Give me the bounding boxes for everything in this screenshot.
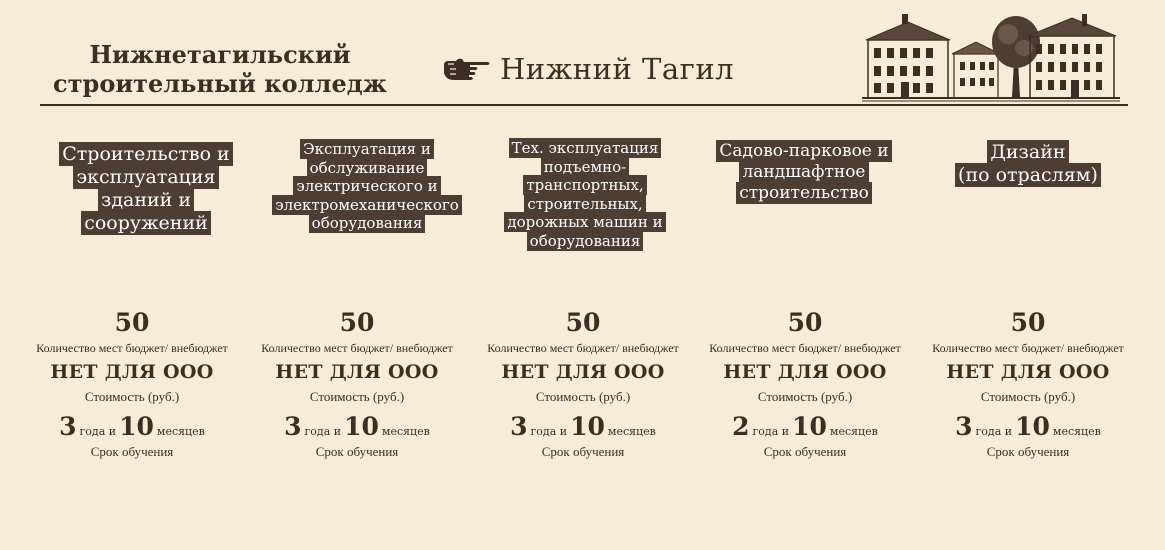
program-stats [478, 308, 688, 459]
program-title-line: обслуживание [307, 158, 428, 178]
program-title-line: зданий и [98, 188, 194, 212]
program-title-line: электрического и [293, 176, 440, 196]
duration-years: 3 [59, 412, 77, 441]
seats-label: Количество мест бюджет/ внебюджет [932, 341, 1124, 355]
cost-value: НЕТ ДЛЯ ООО [275, 361, 439, 383]
duration-months: 10 [1015, 412, 1050, 441]
city-name: Нижний Тагил [500, 52, 735, 86]
college-name-line2: строительный колледж [53, 69, 387, 98]
duration-months-word: месяцев [156, 425, 205, 438]
duration-years-word: года и [304, 425, 342, 438]
cost-label: Стоимость (руб.) [980, 389, 1076, 404]
duration-label: Срок обучения [90, 444, 174, 459]
program-title [476, 139, 694, 250]
seats-count: 50 [1010, 308, 1046, 337]
duration-months: 10 [570, 412, 605, 441]
duration-value [700, 412, 910, 441]
seats-count: 50 [339, 308, 375, 337]
program-title [30, 143, 262, 235]
cost-value: НЕТ ДЛЯ ООО [501, 361, 665, 383]
program-title [260, 140, 474, 233]
duration-label: Срок обучения [541, 444, 625, 459]
seats-label: Количество мест бюджет/ внебюджет [261, 341, 453, 355]
duration-months-word: месяцев [1052, 425, 1101, 438]
program-stats [923, 308, 1133, 459]
duration-months: 10 [119, 412, 154, 441]
duration-value [27, 412, 237, 441]
program-stats [700, 308, 910, 459]
seats-label: Количество мест бюджет/ внебюджет [709, 341, 901, 355]
duration-label: Срок обучения [315, 444, 399, 459]
program-title-line: (по отраслям) [955, 163, 1101, 187]
program-title-line: транспортных, [523, 175, 646, 195]
duration-months: 10 [344, 412, 379, 441]
duration-years-word: года и [79, 425, 117, 438]
cost-label: Стоимость (руб.) [309, 389, 405, 404]
program-title-line: Тех. эксплуатация [509, 138, 662, 158]
program-title-line: дорожных машин и [504, 212, 665, 232]
seats-count: 50 [787, 308, 823, 337]
program-stats [27, 308, 237, 459]
duration-years-word: года и [530, 425, 568, 438]
college-name-line1: Нижнетагильский [89, 40, 351, 69]
program-title-line: эксплуатация [73, 165, 218, 189]
duration-years: 3 [510, 412, 528, 441]
duration-months-word: месяцев [381, 425, 430, 438]
cost-label: Стоимость (руб.) [535, 389, 631, 404]
program-title-line: оборудования [309, 213, 426, 233]
program-title-line: ландшафтное [739, 161, 868, 183]
duration-value [478, 412, 688, 441]
duration-months-word: месяцев [829, 425, 878, 438]
program-title [698, 141, 910, 204]
cost-value: НЕТ ДЛЯ ООО [946, 361, 1110, 383]
duration-years: 3 [284, 412, 302, 441]
seats-label: Количество мест бюджет/ внебюджет [487, 341, 679, 355]
seats-label: Количество мест бюджет/ внебюджет [36, 341, 228, 355]
cost-value: НЕТ ДЛЯ ООО [723, 361, 887, 383]
duration-label: Срок обучения [986, 444, 1070, 459]
program-title-line: Эксплуатация и [300, 139, 434, 159]
program-title-line: Дизайн [987, 140, 1068, 164]
cost-label: Стоимость (руб.) [84, 389, 180, 404]
duration-years-word: года и [975, 425, 1013, 438]
program-title-line: подъемно- [541, 157, 629, 177]
cost-label: Стоимость (руб.) [757, 389, 853, 404]
seats-count: 50 [114, 308, 150, 337]
program-stats [252, 308, 462, 459]
program-title-line: строительство [736, 182, 872, 204]
duration-value [923, 412, 1133, 441]
duration-months: 10 [792, 412, 827, 441]
program-title-line: оборудования [527, 231, 644, 251]
seats-count: 50 [565, 308, 601, 337]
program-title-line: Строительство и [59, 142, 232, 166]
duration-years: 3 [955, 412, 973, 441]
duration-label: Срок обучения [763, 444, 847, 459]
program-title [935, 141, 1121, 187]
duration-years: 2 [732, 412, 750, 441]
program-title-line: Садово-парковое и [716, 140, 891, 162]
program-title-line: строительных, [524, 194, 645, 214]
program-title-line: электромеханического [272, 195, 462, 215]
duration-years-word: года и [752, 425, 790, 438]
duration-months-word: месяцев [607, 425, 656, 438]
duration-value [252, 412, 462, 441]
program-title-line: сооружений [81, 211, 211, 235]
cost-value: НЕТ ДЛЯ ООО [50, 361, 214, 383]
